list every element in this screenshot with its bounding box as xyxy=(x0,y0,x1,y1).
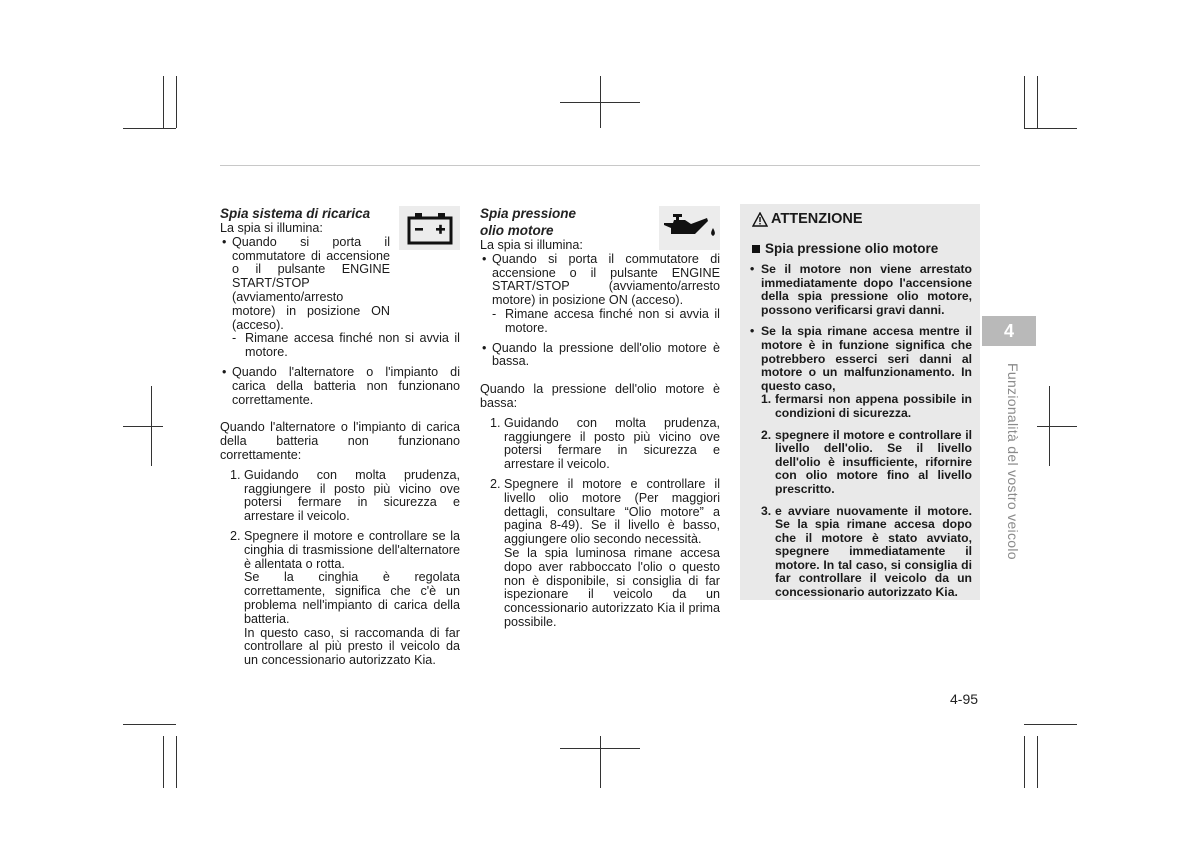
crop-mark xyxy=(123,426,163,427)
step-item xyxy=(220,469,460,524)
step-number: 2. xyxy=(761,427,772,442)
dash-marker: - xyxy=(232,331,237,346)
paragraph: Quando la pressione dell'olio motore è bassa: xyxy=(480,382,720,410)
bullet-marker: • xyxy=(222,364,227,379)
intro-text: La spia si illumina: xyxy=(220,221,323,235)
step-item xyxy=(748,393,972,420)
list-item xyxy=(220,236,460,333)
intro-text: La spia si illumina: xyxy=(480,238,583,252)
bullet-marker: • xyxy=(482,340,487,355)
page-number: 4-95 xyxy=(950,691,979,707)
bullet-text: Se la spia rimane accesa mentre il motore è in funzione significa che potrebbero esserci seri danni al motore o un malfunzionamento. In questo caso, xyxy=(761,324,972,393)
step-item xyxy=(220,530,460,571)
crop-mark xyxy=(1024,128,1077,129)
bullet-text: Quando si porta il commutatore di accensione o il pulsante ENGINE START/STOP (avviamento/arresto motore) in posizione ON (acceso). xyxy=(492,251,720,308)
list-subitem xyxy=(220,332,460,360)
crop-mark xyxy=(1037,426,1077,427)
list-item xyxy=(748,263,972,317)
step-number: 3. xyxy=(761,503,772,518)
crop-mark xyxy=(1049,386,1050,466)
warning-heading-text: ATTENZIONE xyxy=(771,210,863,227)
header-rule xyxy=(220,165,980,166)
step-item xyxy=(480,478,720,547)
step-item xyxy=(748,429,972,497)
step-note: Se la spia luminosa rimane accesa dopo aver rabboccato l'olio o questo non è disponibile, si consiglia di far ispezionare il veicolo da un concessionario autorizzato Kia il prima possibile. xyxy=(504,545,720,629)
chapter-title: Funzionalità del vostro veicolo xyxy=(1005,363,1021,560)
step-text: Spegnere il motore e controllare se la cinghia di trasmissione dell'alternatore è allentata o rotta. xyxy=(244,528,460,571)
list-item xyxy=(480,342,720,370)
bullet-marker: • xyxy=(750,262,755,276)
crop-mark xyxy=(1024,76,1025,128)
bullet-text: Quando la pressione dell'olio motore è bassa. xyxy=(492,340,720,369)
subitem-text: Rimane accesa finché non si avvia il motore. xyxy=(245,331,460,360)
step-item xyxy=(748,505,972,600)
list-subitem xyxy=(480,308,720,336)
warning-body xyxy=(748,263,972,600)
paragraph: Quando l'alternatore o l'impianto di carica della batteria non funzionano correttamente: xyxy=(220,420,460,462)
crop-mark xyxy=(163,736,164,788)
charging-system-section xyxy=(220,205,460,668)
crop-mark xyxy=(1024,736,1025,788)
step-note: In questo caso, si raccomanda di far controllare al più presto il veicolo da un concessionario autorizzato Kia. xyxy=(244,625,460,668)
bullet-marker: • xyxy=(750,324,755,339)
warning-heading xyxy=(752,212,863,227)
list-item xyxy=(480,253,720,308)
step-number: 2. xyxy=(490,476,501,491)
bullet-text: Quando si porta il commutatore di accensione o il pulsante ENGINE START/STOP (avviamento/arresto motore) in posizione ON (acceso). xyxy=(232,234,390,332)
bullet-text: Se il motore non viene arrestato immediatamente dopo l'accensione della spia pressione olio motore, possono verificarsi gravi danni. xyxy=(761,262,972,317)
warning-triangle-icon xyxy=(752,212,768,227)
step-text: Guidando con molta prudenza, raggiungere il posto più vicino ove potersi fermare in sicurezza e arrestare il veicolo. xyxy=(244,467,460,524)
crop-mark xyxy=(1037,736,1038,788)
step-text: spegnere il motore e controllare il livello dell'olio. Se il livello dell'olio è insufficiente, rifornire con olio motore fino al livello prescritto. xyxy=(775,427,972,496)
bullet-marker: • xyxy=(482,251,487,266)
step-number: 2. xyxy=(230,528,241,543)
crop-mark xyxy=(600,76,601,128)
step-number: 1. xyxy=(230,467,241,482)
oil-pressure-section xyxy=(480,205,720,630)
step-text: Spegnere il motore e controllare il livello olio motore (Per maggiori dettagli, consultare “Olio motore” a pagina 8-49). Se il livello è basso, aggiungere olio secondo necessità. xyxy=(504,476,720,547)
crop-mark xyxy=(1037,76,1038,128)
chapter-tab: 4 xyxy=(982,316,1036,346)
crop-mark xyxy=(1024,724,1077,725)
crop-mark xyxy=(151,386,152,466)
warning-box xyxy=(740,204,980,600)
crop-mark xyxy=(176,736,177,788)
bullet-text: Quando l'alternatore o l'impianto di carica della batteria non funzionano correttamente. xyxy=(232,364,460,407)
step-number: 1. xyxy=(490,415,501,430)
crop-mark xyxy=(163,76,164,128)
crop-mark xyxy=(123,128,176,129)
step-note: Se la cinghia è regolata correttamente, significa che c'è un problema nell'impianto di carica della batteria. xyxy=(244,570,460,626)
list-item xyxy=(220,366,460,407)
square-bullet-icon xyxy=(752,245,760,253)
step-item xyxy=(480,417,720,472)
crop-mark xyxy=(600,736,601,788)
step-text: Guidando con molta prudenza, raggiungere il posto più vicino ove potersi fermare in sicurezza e arrestare il veicolo. xyxy=(504,415,720,472)
section-title: Spia sistema di ricarica xyxy=(220,206,371,221)
warning-subheading-text: Spia pressione olio motore xyxy=(765,241,939,256)
crop-mark xyxy=(176,76,177,128)
step-number: 1. xyxy=(761,392,772,407)
warning-subheading xyxy=(752,242,938,256)
crop-mark xyxy=(123,724,176,725)
subitem-text: Rimane accesa finché non si avvia il motore. xyxy=(505,306,720,335)
bullet-marker: • xyxy=(222,234,227,249)
step-text: fermarsi non appena possibile in condizioni di sicurezza. xyxy=(775,392,972,420)
section-title: Spia pressione olio motore xyxy=(480,206,577,238)
dash-marker: - xyxy=(492,306,497,321)
step-text: e avviare nuovamente il motore. Se la spia rimane accesa dopo che il motore è stato avviato, spegnere immediatamente il motore. In tal caso, si consiglia di far controllare il veicolo da un concessionario autorizzato Kia. xyxy=(775,503,972,600)
list-item xyxy=(748,325,972,393)
